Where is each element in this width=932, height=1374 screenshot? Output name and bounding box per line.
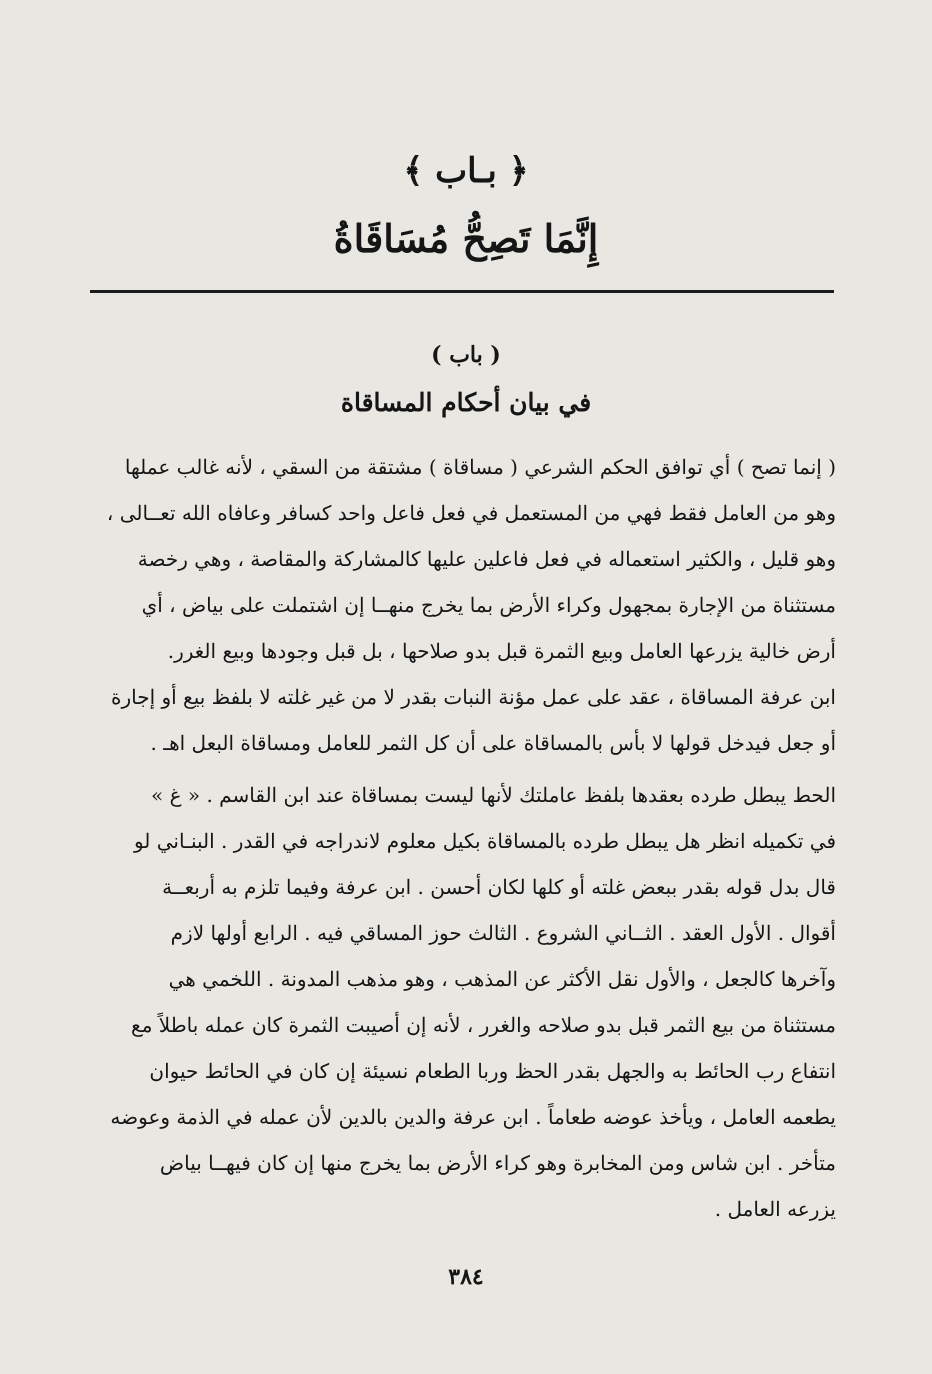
hashiya-line: أقوال . الأول العقد . الثــاني الشروع . الثالث حوز المساقي فيه . الرابع أولها لازم bbox=[170, 921, 836, 945]
sharh-line: ابن عرفة المساقاة ، عقد على عمل مؤنة النبات بقدر لا من غير غلته لا بلفظ بيع أو إجارة bbox=[110, 685, 836, 709]
matn-title: إِنَّمَا تَصِحُّ مُسَاقَاةُ bbox=[333, 216, 599, 261]
sub-heading: ( باب ) bbox=[431, 342, 501, 368]
sub-title: في بيان أحكام المساقاة bbox=[340, 388, 592, 417]
horizontal-rule bbox=[90, 290, 834, 293]
hashiya-line: الحط يبطل طرده بعقدها بلفظ عاملتك لأنها ليست بمساقاة عند ابن القاسم . « غ » bbox=[150, 783, 836, 807]
hashiya-line: متأخر . ابن شاس ومن المخابرة وهو كراء الأرض بما يخرج منها إن كان فيهــا بياض bbox=[159, 1151, 836, 1175]
hashiya-line: يزرعه العامل . bbox=[714, 1197, 836, 1221]
hashiya-paragraph bbox=[82, 772, 836, 1232]
sharh-line: مستثناة من الإجارة بمجهول وكراء الأرض بما يخرج منهــا إن اشتملت على بياض ، أي bbox=[141, 593, 836, 617]
hashiya-line: مستثناة من بيع الثمر قبل بدو صلاحه والغرر ، لأنه إن أصيبت الثمرة كان عمله باطلاً مع bbox=[131, 1013, 836, 1037]
sharh-line: وهو قليل ، والكثير استعماله في فعل فاعلين عليها كالمشاركة والمقاصة ، وهي رخصة bbox=[137, 547, 836, 571]
sharh-line: ( إنما تصح ) أي توافق الحكم الشرعي ( مساقاة ) مشتقة من السقي ، لأنه غالب عملها bbox=[124, 455, 836, 479]
hashiya-line: يطعمه العامل ، ويأخذ عوضه طعاماً . ابن عرفة والدين بالدين لأن عمله في الذمة وعوضه bbox=[110, 1105, 836, 1129]
page-number: ٣٨٤ bbox=[448, 1264, 484, 1290]
hashiya-line: انتفاع رب الحائط به والجهل بقدر الحظ وربا الطعام نسيئة إن كان في الحائط حيوان bbox=[149, 1059, 836, 1083]
sharh-line: وهو من العامل فقط فهي من المستعمل في فعل فاعل واحد كسافر وعافاه الله تعــالى ، bbox=[106, 501, 836, 525]
hashiya-line: في تكميله انظر هل يبطل طرده بالمساقاة بكيل معلوم لاندراجه في القدر . البنـاني لو bbox=[133, 829, 836, 853]
chapter-heading: ﴿ بـاب ﴾ bbox=[403, 151, 529, 191]
sharh-paragraph bbox=[82, 444, 836, 766]
sharh-line: أو جعل فيدخل قولها لا بأس بالمساقاة على أن كل الثمر للعامل ومساقاة البعل اهـ . bbox=[150, 731, 836, 755]
hashiya-line: وآخرها كالجعل ، والأول نقل الأكثر عن المذهب ، وهو مذهب المدونة . اللخمي هي bbox=[168, 967, 836, 991]
sharh-line: أرض خالية يزرعها العامل وبيع الثمرة قبل بدو صلاحها ، بل قبل وجودها وبيع الغرر. bbox=[167, 639, 836, 663]
hashiya-line: قال بدل قوله بقدر ببعض غلته أو كلها لكان أحسن . ابن عرفة وفيما تلزم به أربعــة bbox=[162, 875, 836, 899]
